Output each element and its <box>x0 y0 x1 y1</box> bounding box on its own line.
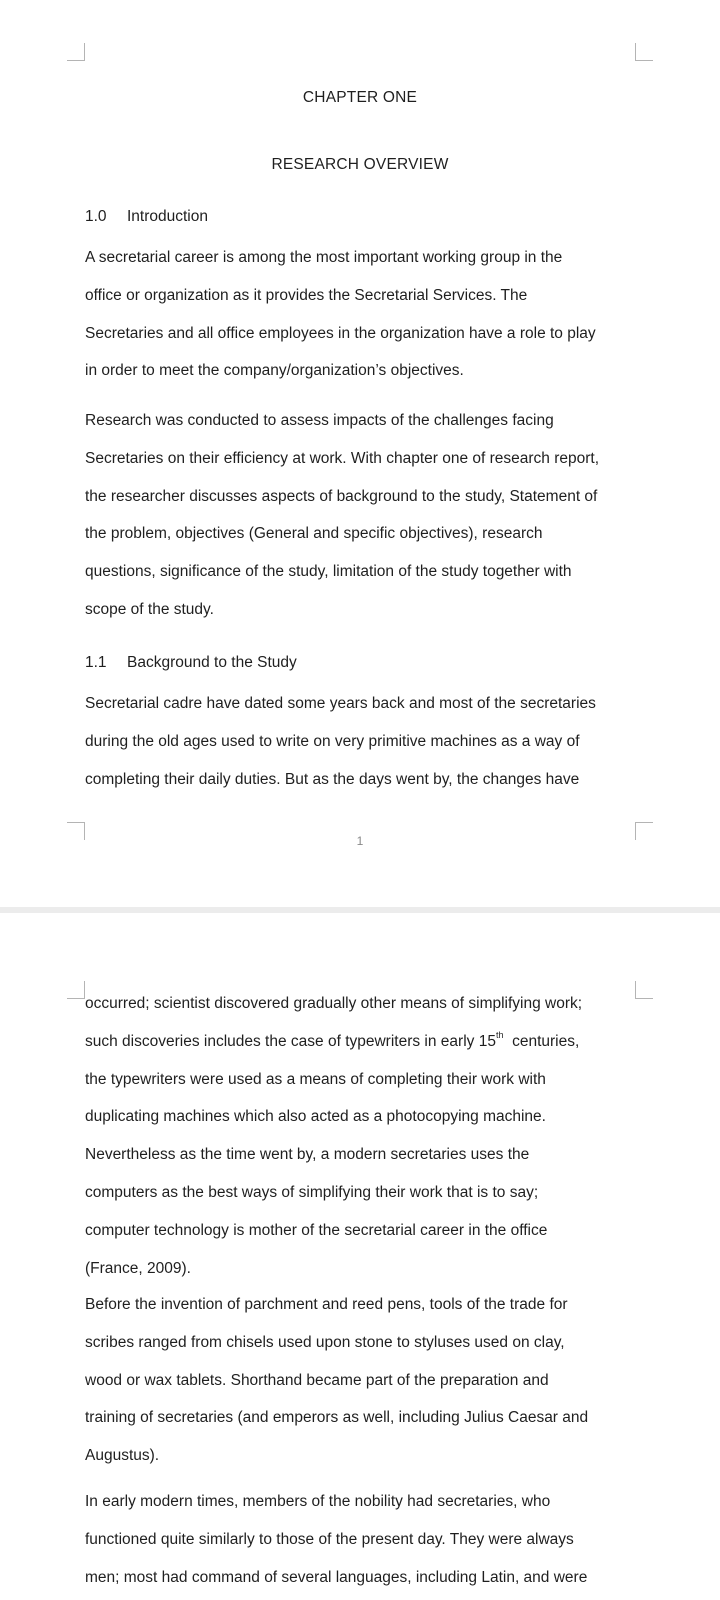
paragraph-introduction <box>85 239 645 390</box>
text-line: occurred; scientist discovered gradually other means of simplifying work; <box>85 995 583 1012</box>
paragraph-background-continued <box>85 985 645 1287</box>
paragraph-research <box>85 402 645 629</box>
text-line: Nevertheless as the time went by, a modern secretaries uses the <box>85 1146 530 1164</box>
text-segment: centuries, <box>503 1032 580 1050</box>
text-line: the problem, objectives (General and specific objectives), research <box>85 525 543 543</box>
text-line: A secretarial career is among the most important working group in the <box>85 249 563 266</box>
text-line: training of secretaries (and emperors as well, including Julius Caesar and <box>85 1409 589 1427</box>
margin-corner-top-left <box>67 43 85 61</box>
text-segment: such discoveries includes the case of typewriters in early 15 <box>85 1032 496 1050</box>
text-line: Secretaries and all office employees in the organization have a role to play <box>85 324 596 342</box>
text-line: completing their daily duties. But as the days went by, the changes have <box>85 770 580 788</box>
text-line: wood or wax tablets. Shorthand became part of the preparation and <box>85 1371 549 1389</box>
section-number: 1.1 <box>85 654 107 671</box>
text-line: duplicating machines which also acted as a photocopying machine. <box>85 1108 546 1126</box>
text-line: Secretarial cadre have dated some years back and most of the secretaries <box>85 695 596 712</box>
chapter-title: CHAPTER ONE <box>302 89 418 106</box>
overview-title: RESEARCH OVERVIEW <box>271 156 449 173</box>
text-line <box>85 1023 645 1061</box>
text-line: during the old ages used to write on very primitive machines as a way of <box>85 732 580 750</box>
text-line: computer technology is mother of the secretarial career in the office <box>85 1221 548 1239</box>
document-page-2 <box>0 913 720 1600</box>
margin-corner-top-right <box>635 43 653 61</box>
text-line: Research was conducted to assess impacts of the challenges facing <box>85 412 554 429</box>
section-heading-introduction <box>85 208 645 226</box>
paragraph-background <box>85 685 645 798</box>
section-heading-background <box>85 654 645 672</box>
text-line: the researcher discusses aspects of background to the study, Statement of <box>85 487 598 505</box>
text-line: In early modern times, members of the nobility had secretaries, who <box>85 1493 551 1510</box>
section-title: Background to the Study <box>127 654 297 671</box>
paragraph-invention <box>85 1286 645 1475</box>
text-line: the typewriters were used as a means of completing their work with <box>85 1070 546 1088</box>
text-line: Secretaries on their efficiency at work. With chapter one of research report, <box>85 449 600 467</box>
text-line: questions, significance of the study, limitation of the study together with <box>85 563 572 581</box>
section-title: Introduction <box>127 208 208 225</box>
text-line: functioned quite similarly to those of the present day. They were always <box>85 1530 574 1548</box>
text-line: Augustus). <box>85 1447 160 1465</box>
text-line: in order to meet the company/organization’s objectives. <box>85 362 464 380</box>
paragraph-early-modern <box>85 1483 645 1596</box>
text-line: (France, 2009). <box>85 1259 191 1277</box>
text-line: Before the invention of parchment and reed pens, tools of the trade for <box>85 1296 568 1313</box>
section-number: 1.0 <box>85 208 107 225</box>
text-line: men; most had command of several languages, including Latin, and were <box>85 1568 588 1586</box>
text-line: scope of the study. <box>85 600 214 618</box>
page-number: 1 <box>356 834 364 848</box>
text-line: scribes ranged from chisels used upon stone to styluses used on clay, <box>85 1333 565 1351</box>
margin-corner-top-left <box>67 981 85 999</box>
superscript: th <box>495 1029 504 1040</box>
text-line: office or organization as it provides the Secretarial Services. The <box>85 286 528 304</box>
text-line: computers as the best ways of simplifying their work that is to say; <box>85 1183 539 1201</box>
